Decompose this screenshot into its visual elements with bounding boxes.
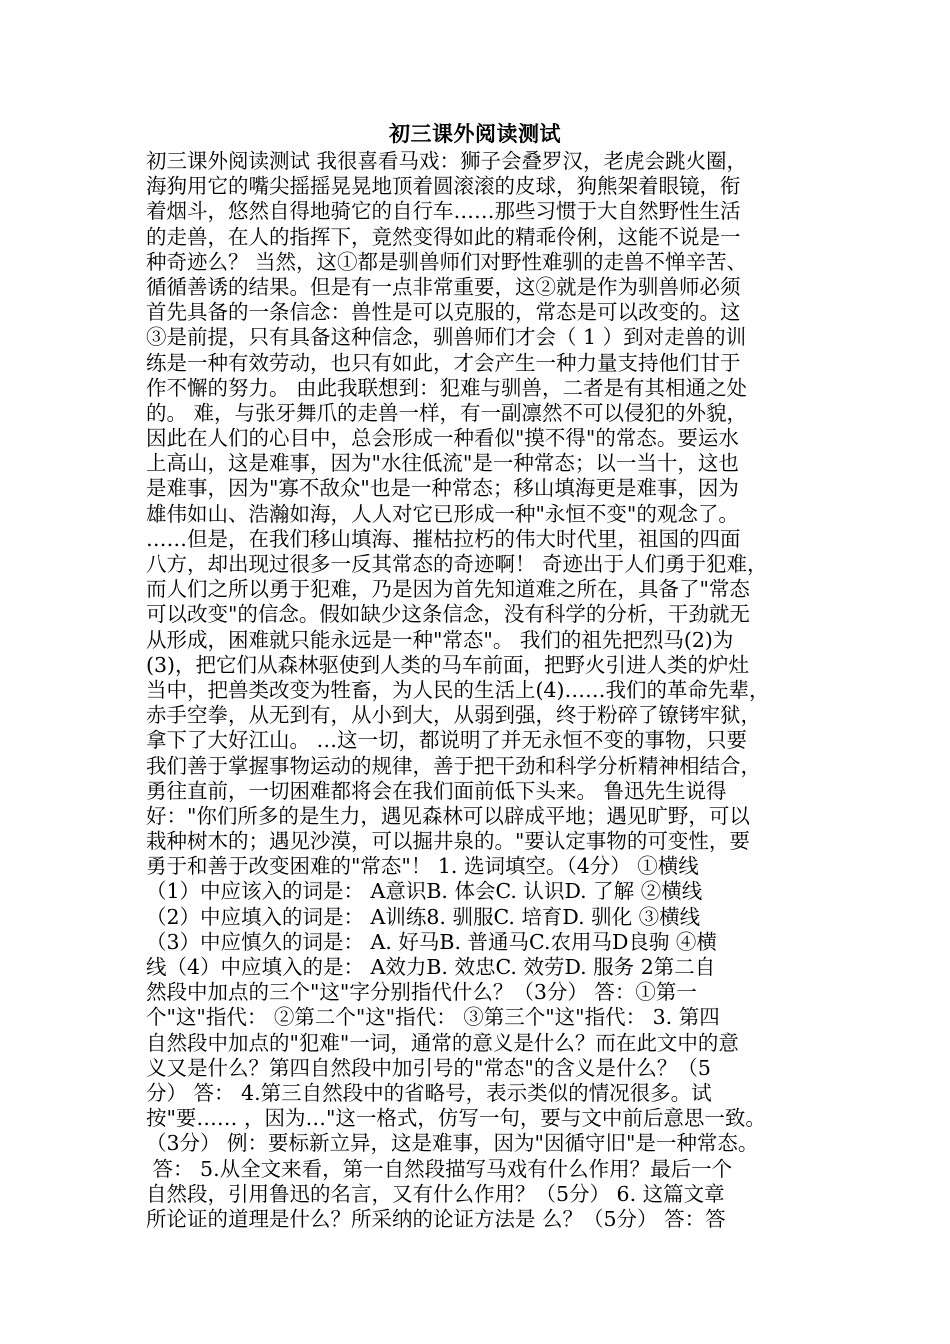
text-line: 勇于和善于改变困难的"常态"！ 1. 选词填空。（4分） ①横线: [146, 854, 699, 879]
text-line: 分） 答： 4.第三自然段中的省略号，表示类似的情况很多。试: [146, 1080, 712, 1105]
text-line: 可以改变"的信念。假如缺少这条信念，没有科学的分析，干劲就无: [146, 602, 750, 627]
text-line: ……但是，在我们移山填海、摧枯拉朽的伟大时代里，祖国的四面: [146, 526, 741, 551]
text-line: 的走兽，在人的指挥下，竟然变得如此的精乖伶俐，这能不说是一: [146, 224, 741, 249]
text-line: 八方，却出现过很多一反其常态的奇迹啊！ 奇迹出于人们勇于犯难，: [146, 552, 768, 576]
text-line: 循循善诱的结果。但是有一点非常重要，这②就是作为驯兽师必须: [146, 274, 741, 299]
text-line: 的。 难，与张牙舞爪的走兽一样，有一副凛然不可以侵犯的外貌，: [146, 400, 748, 425]
text-line: 作不懈的努力。 由此我联想到：犯难与驯兽，二者是有其相通之处: [146, 375, 748, 400]
text-line: 当中，把兽类改变为牲畜，为人民的生活上(4)……我们的革命先辈，: [146, 677, 770, 702]
text-line: 海狗用它的嘴尖摇摇晃晃地顶着圆滚滚的皮球，狗熊架着眼镜，衔: [146, 174, 741, 199]
text-line: ③是前提，只有具备这种信念，驯兽师们才会（ 1 ）到对走兽的训: [146, 325, 747, 350]
text-line: 自然段，引用鲁迅的名言，又有什么作用？（5分） 6. 这篇文章: [146, 1181, 725, 1206]
text-line: 所论证的道理是什么？所采纳的论证方法是 么？（5分） 答：答: [146, 1206, 726, 1231]
text-line: 是难事，因为"寡不敌众"也是一种常态；移山填海更是难事，因为: [146, 476, 739, 501]
text-line: 着烟斗，悠然自得地骑它的自行车……那些习惯于大自然野性生活: [146, 199, 741, 224]
text-line: 栽种树木的；遇见沙漠，可以掘井泉的。"要认定事物的可变性，要: [146, 829, 750, 854]
text-line: （1）中应该入的词是： A意识B. 体会C. 认识D. 了解 ②横线: [146, 879, 703, 904]
text-line: 首先具备的一条信念：兽性是可以克服的，常态是可以改变的。这: [146, 300, 741, 325]
text-line: 赤手空拳，从无到有，从小到大，从弱到强，终于粉碎了镣铐牢狱，: [146, 703, 761, 728]
text-line: 从形成，困难就只能永远是一种"常态"。 我们的祖先把烈马(2)为: [146, 627, 734, 652]
text-line: 然段中加点的三个"这"字分别指代什么？（3分） 答：①第一: [146, 980, 697, 1005]
reading-passage: [146, 149, 826, 1232]
text-line: 练是一种有效劳动，也只有如此，才会产生一种力量支持他们甘于: [146, 350, 741, 375]
text-line: 好："你们所多的是生力，遇见森林可以辟成平地；遇见旷野，可以: [146, 803, 750, 828]
text-line: （3分） 例：要标新立异，这是难事，因为"因循守旧"是一种常态。: [146, 1131, 759, 1156]
text-line: 义又是什么？第四自然段中加引号的"常态"的含义是什么？（5: [146, 1055, 711, 1080]
text-line: 初三课外阅读测试 我很喜看马戏：狮子会叠罗汉，老虎会跳火圈，: [146, 149, 748, 173]
text-line: 我们善于掌握事物运动的规律，善于把干劲和科学分析精神相结合，: [146, 753, 761, 778]
text-line: 按"要…… ，因为…"这一格式，仿写一句，要与文中前后意思一致。: [146, 1106, 766, 1131]
text-line: 雄伟如山、浩瀚如海，人人对它已形成一种"永恒不变"的观念了。: [146, 501, 739, 526]
text-line: 而人们之所以勇于犯难，乃是因为首先知道难之所在，具备了"常态: [146, 577, 750, 602]
page-title: 初三课外阅读测试: [389, 121, 561, 146]
text-line: 上高山，这是难事，因为"水往低流"是一种常态；以一当十，这也: [146, 451, 739, 476]
text-line: 个"这"指代： ②第二个"这"指代： ③第三个"这"指代： 3. 第四: [146, 1005, 720, 1030]
text-line: 种奇迹么？ 当然，这①都是驯兽师们对野性难驯的走兽不惮辛苦、: [146, 249, 748, 274]
text-line: 拿下了大好江山。 …这一切，都说明了并无永恒不变的事物，只要: [146, 728, 748, 753]
text-line: 答： 5.从全文来看，第一自然段描写马戏有什么作用？最后一个: [146, 1156, 733, 1181]
text-line: (3)，把它们从森林驱使到人类的马车前面，把野火引进人类的炉灶: [146, 652, 750, 677]
text-line: 勇往直前，一切困难都将会在我们面前低下头来。 鲁迅先生说得: [146, 778, 727, 803]
text-line: 自然段中加点的"犯难"一词，通常的意义是什么？而在此文中的意: [146, 1030, 739, 1055]
text-line: 线（4）中应填入的是： A效力B. 效忠C. 效劳D. 服务 2第二自: [146, 955, 716, 979]
text-line: （2）中应填入的词是： A训练8. 驯服C. 培育D. 驯化 ③横线: [146, 904, 701, 929]
text-line: （3）中应慎久的词是： A. 好马B. 普通马C.农用马D良驹 ④横: [146, 929, 717, 954]
text-line: 因此在人们的心目中，总会形成一种看似"摸不得"的常态。要运水: [146, 426, 739, 451]
